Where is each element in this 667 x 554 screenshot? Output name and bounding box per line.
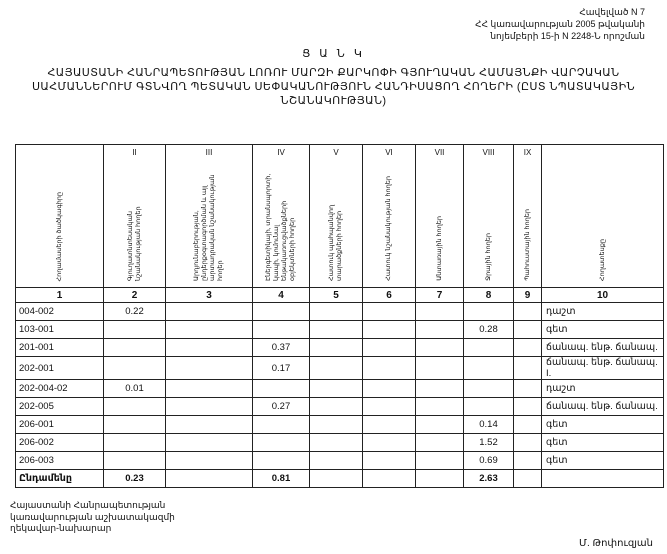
- area-value: [363, 380, 416, 398]
- area-value: [514, 380, 542, 398]
- area-value: [166, 434, 253, 452]
- area-value: [416, 398, 464, 416]
- area-value: [416, 434, 464, 452]
- area-value: [253, 380, 310, 398]
- area-value: [310, 303, 363, 321]
- parcel-code: 206-002: [16, 434, 104, 452]
- header-label: Էներգետիկայի, տրանսպորտի, կապի, կոմունալ ենթակառուցվածքների օբյեկտների հողեր: [265, 173, 296, 281]
- table-row: [16, 452, 664, 470]
- table-row: [16, 434, 664, 452]
- area-value: 0.27: [253, 398, 310, 416]
- appendix-line-2: ՀՀ կառավարության 2005 թվականի: [475, 19, 645, 29]
- area-value: [514, 321, 542, 339]
- header-col-3: [166, 145, 253, 288]
- parcel-code: 201-001: [16, 339, 104, 357]
- header-label: Գյուղատնտեսական նշանակության հողեր: [126, 206, 142, 281]
- area-value: [363, 303, 416, 321]
- parcel-code: 206-003: [16, 452, 104, 470]
- area-value: [104, 357, 166, 380]
- area-value: [253, 321, 310, 339]
- table-row: [16, 339, 664, 357]
- total-cell: [166, 470, 253, 488]
- area-value: 0.01: [104, 380, 166, 398]
- area-value: 0.69: [464, 452, 514, 470]
- area-value: 0.14: [464, 416, 514, 434]
- parcel-code: 004-002: [16, 303, 104, 321]
- land-use: ճանապ. ենթ. ճանապ. I.: [542, 357, 664, 380]
- area-value: [363, 321, 416, 339]
- header-col-9: [514, 145, 542, 288]
- header-label: Անտառային հողեր: [435, 216, 443, 281]
- area-value: [464, 357, 514, 380]
- area-value: [166, 380, 253, 398]
- header-col-2: [104, 145, 166, 288]
- header-col-4: [253, 145, 310, 288]
- area-value: [166, 321, 253, 339]
- header-label: Հատուկ նշանակության հողեր: [385, 176, 392, 281]
- header-roman: III: [205, 148, 213, 157]
- area-value: [310, 452, 363, 470]
- area-value: [464, 339, 514, 357]
- area-value: [166, 303, 253, 321]
- header-roman: VIII: [482, 148, 495, 157]
- parcel-code: 202-001: [16, 357, 104, 380]
- area-value: [416, 380, 464, 398]
- area-value: [166, 357, 253, 380]
- land-use: ճանապ. ենթ. ճանապ.: [542, 339, 664, 357]
- header-roman: IV: [277, 148, 285, 157]
- total-cell: [542, 470, 664, 488]
- area-value: [310, 321, 363, 339]
- header-label: Ջրային հողեր: [484, 233, 492, 281]
- area-value: [363, 452, 416, 470]
- column-number: 9: [514, 288, 542, 303]
- column-number: 10: [542, 288, 664, 303]
- area-value: [363, 416, 416, 434]
- area-value: [514, 357, 542, 380]
- header-col-1: [16, 145, 104, 288]
- table-row: [16, 303, 664, 321]
- area-value: [514, 452, 542, 470]
- total-cell: 0.81: [253, 470, 310, 488]
- header-label: Հողատեսքը: [598, 238, 606, 281]
- area-value: [464, 303, 514, 321]
- total-cell: [363, 470, 416, 488]
- appendix-line-3: նոյեմբերի 15-ի N 2248-Ն որոշման: [490, 31, 645, 41]
- total-cell: 0.23: [104, 470, 166, 488]
- area-value: 0.28: [464, 321, 514, 339]
- column-number: 5: [310, 288, 363, 303]
- total-cell: [416, 470, 464, 488]
- area-value: [363, 398, 416, 416]
- table-row: [16, 398, 664, 416]
- signer-name: Մ. Թոփուզյան: [579, 538, 653, 549]
- area-value: [514, 339, 542, 357]
- column-number: 6: [363, 288, 416, 303]
- area-value: [310, 434, 363, 452]
- header-roman: V: [333, 148, 339, 157]
- appendix-note: [475, 6, 645, 42]
- area-value: [464, 398, 514, 416]
- land-use: ճանապ. ենթ. ճանապ.: [542, 398, 664, 416]
- area-value: [104, 339, 166, 357]
- area-value: [166, 416, 253, 434]
- total-label: Ընդամենը: [16, 470, 104, 488]
- parcel-code: 103-001: [16, 321, 104, 339]
- land-use: գետ: [542, 321, 664, 339]
- parcel-code: 206-001: [16, 416, 104, 434]
- parcel-code: 202-005: [16, 398, 104, 416]
- area-value: [104, 416, 166, 434]
- total-row: [16, 470, 664, 488]
- area-value: [416, 416, 464, 434]
- total-cell: 2.63: [464, 470, 514, 488]
- area-value: [253, 434, 310, 452]
- header-col-10: [542, 145, 664, 288]
- header-roman: VII: [434, 148, 445, 157]
- area-value: [363, 434, 416, 452]
- signer-line-2: կառավարության աշխատակազմի: [10, 511, 175, 522]
- total-cell: [514, 470, 542, 488]
- header-label: Արդյունաբերության, ընդերքօգտագործման և այլ արտադրական նշանակության հողեր: [193, 174, 224, 281]
- column-number: 3: [166, 288, 253, 303]
- area-value: [104, 321, 166, 339]
- signer-line-1: Հայաստանի Հանրապետության: [10, 500, 166, 510]
- area-value: [416, 452, 464, 470]
- signer-line-3: ղեկավար-նախարար: [10, 523, 112, 533]
- area-value: [253, 303, 310, 321]
- parcel-code: 202-004-02: [16, 380, 104, 398]
- header-roman: II: [132, 148, 137, 157]
- document-title: Ց Ա Ն Կ: [302, 48, 365, 60]
- column-number: 1: [16, 288, 104, 303]
- area-value: 1.52: [464, 434, 514, 452]
- header-label: Պահուստային հողեր: [523, 209, 531, 281]
- header-label: Հողամասերի ծածկագիրը: [55, 191, 63, 281]
- area-value: [253, 416, 310, 434]
- column-number: 8: [464, 288, 514, 303]
- table-row: [16, 321, 664, 339]
- header-roman: IX: [523, 148, 532, 157]
- area-value: [310, 398, 363, 416]
- area-value: [104, 434, 166, 452]
- land-use: դաշտ: [542, 303, 664, 321]
- area-value: [166, 452, 253, 470]
- area-value: [166, 398, 253, 416]
- column-number: 2: [104, 288, 166, 303]
- area-value: [104, 398, 166, 416]
- land-use: դաշտ: [542, 380, 664, 398]
- area-value: [514, 416, 542, 434]
- area-value: [253, 452, 310, 470]
- header-row: [16, 145, 664, 288]
- area-value: [363, 357, 416, 380]
- area-value: [416, 339, 464, 357]
- header-col-6: [363, 145, 416, 288]
- area-value: [514, 303, 542, 321]
- table-row: [16, 380, 664, 398]
- header-col-7: [416, 145, 464, 288]
- table-row: [16, 416, 664, 434]
- area-value: [310, 357, 363, 380]
- document-subtitle: ՀԱՅԱՍՏԱՆԻ ՀԱՆՐԱՊԵՏՈՒԹՅԱՆ ԼՈՌՈՒ ՄԱՐԶԻ ՔԱՐԿՈՓԻ ԳՅՈՒՂԱԿԱՆ ՀԱՄԱՅՆՔԻ ՎԱՐՉԱԿԱՆ ՍԱՀՄԱՆՆԵՐՈՒՄ ԳՏՆՎՈՂ ՊԵՏԱԿԱՆ ՍԵՓԱԿԱՆՈՒԹՅՈՒՆ ՀԱՆԴԻՍԱՑՈՂ ՀՈՂԵՐԻ (ԸՍՏ ՆՊԱՏԱԿԱՅԻՆ ՆՇԱՆԱԿՈՒԹՅԱՆ): [31, 67, 635, 107]
- land-use: գետ: [542, 434, 664, 452]
- column-number: 7: [416, 288, 464, 303]
- area-value: [104, 452, 166, 470]
- area-value: [464, 380, 514, 398]
- land-use: գետ: [542, 452, 664, 470]
- header-roman: VI: [385, 148, 393, 157]
- land-table: [15, 144, 664, 488]
- area-value: [310, 416, 363, 434]
- area-value: [416, 357, 464, 380]
- area-value: [363, 339, 416, 357]
- header-label: Հատուկ պահպանվող տարածքների հողեր: [328, 204, 343, 281]
- header-col-5: [310, 145, 363, 288]
- appendix-line-1: Հավելված N 7: [579, 7, 645, 17]
- area-value: [514, 398, 542, 416]
- area-value: [514, 434, 542, 452]
- area-value: 0.37: [253, 339, 310, 357]
- area-value: 0.17: [253, 357, 310, 380]
- area-value: [166, 339, 253, 357]
- table-body: [16, 303, 664, 470]
- area-value: [310, 380, 363, 398]
- signer-position: [10, 500, 175, 535]
- area-value: 0.22: [104, 303, 166, 321]
- table-row: [16, 357, 664, 380]
- header-col-8: [464, 145, 514, 288]
- column-number-row: [16, 288, 664, 303]
- area-value: [416, 321, 464, 339]
- area-value: [310, 339, 363, 357]
- area-value: [416, 303, 464, 321]
- land-use: գետ: [542, 416, 664, 434]
- column-number: 4: [253, 288, 310, 303]
- total-cell: [310, 470, 363, 488]
